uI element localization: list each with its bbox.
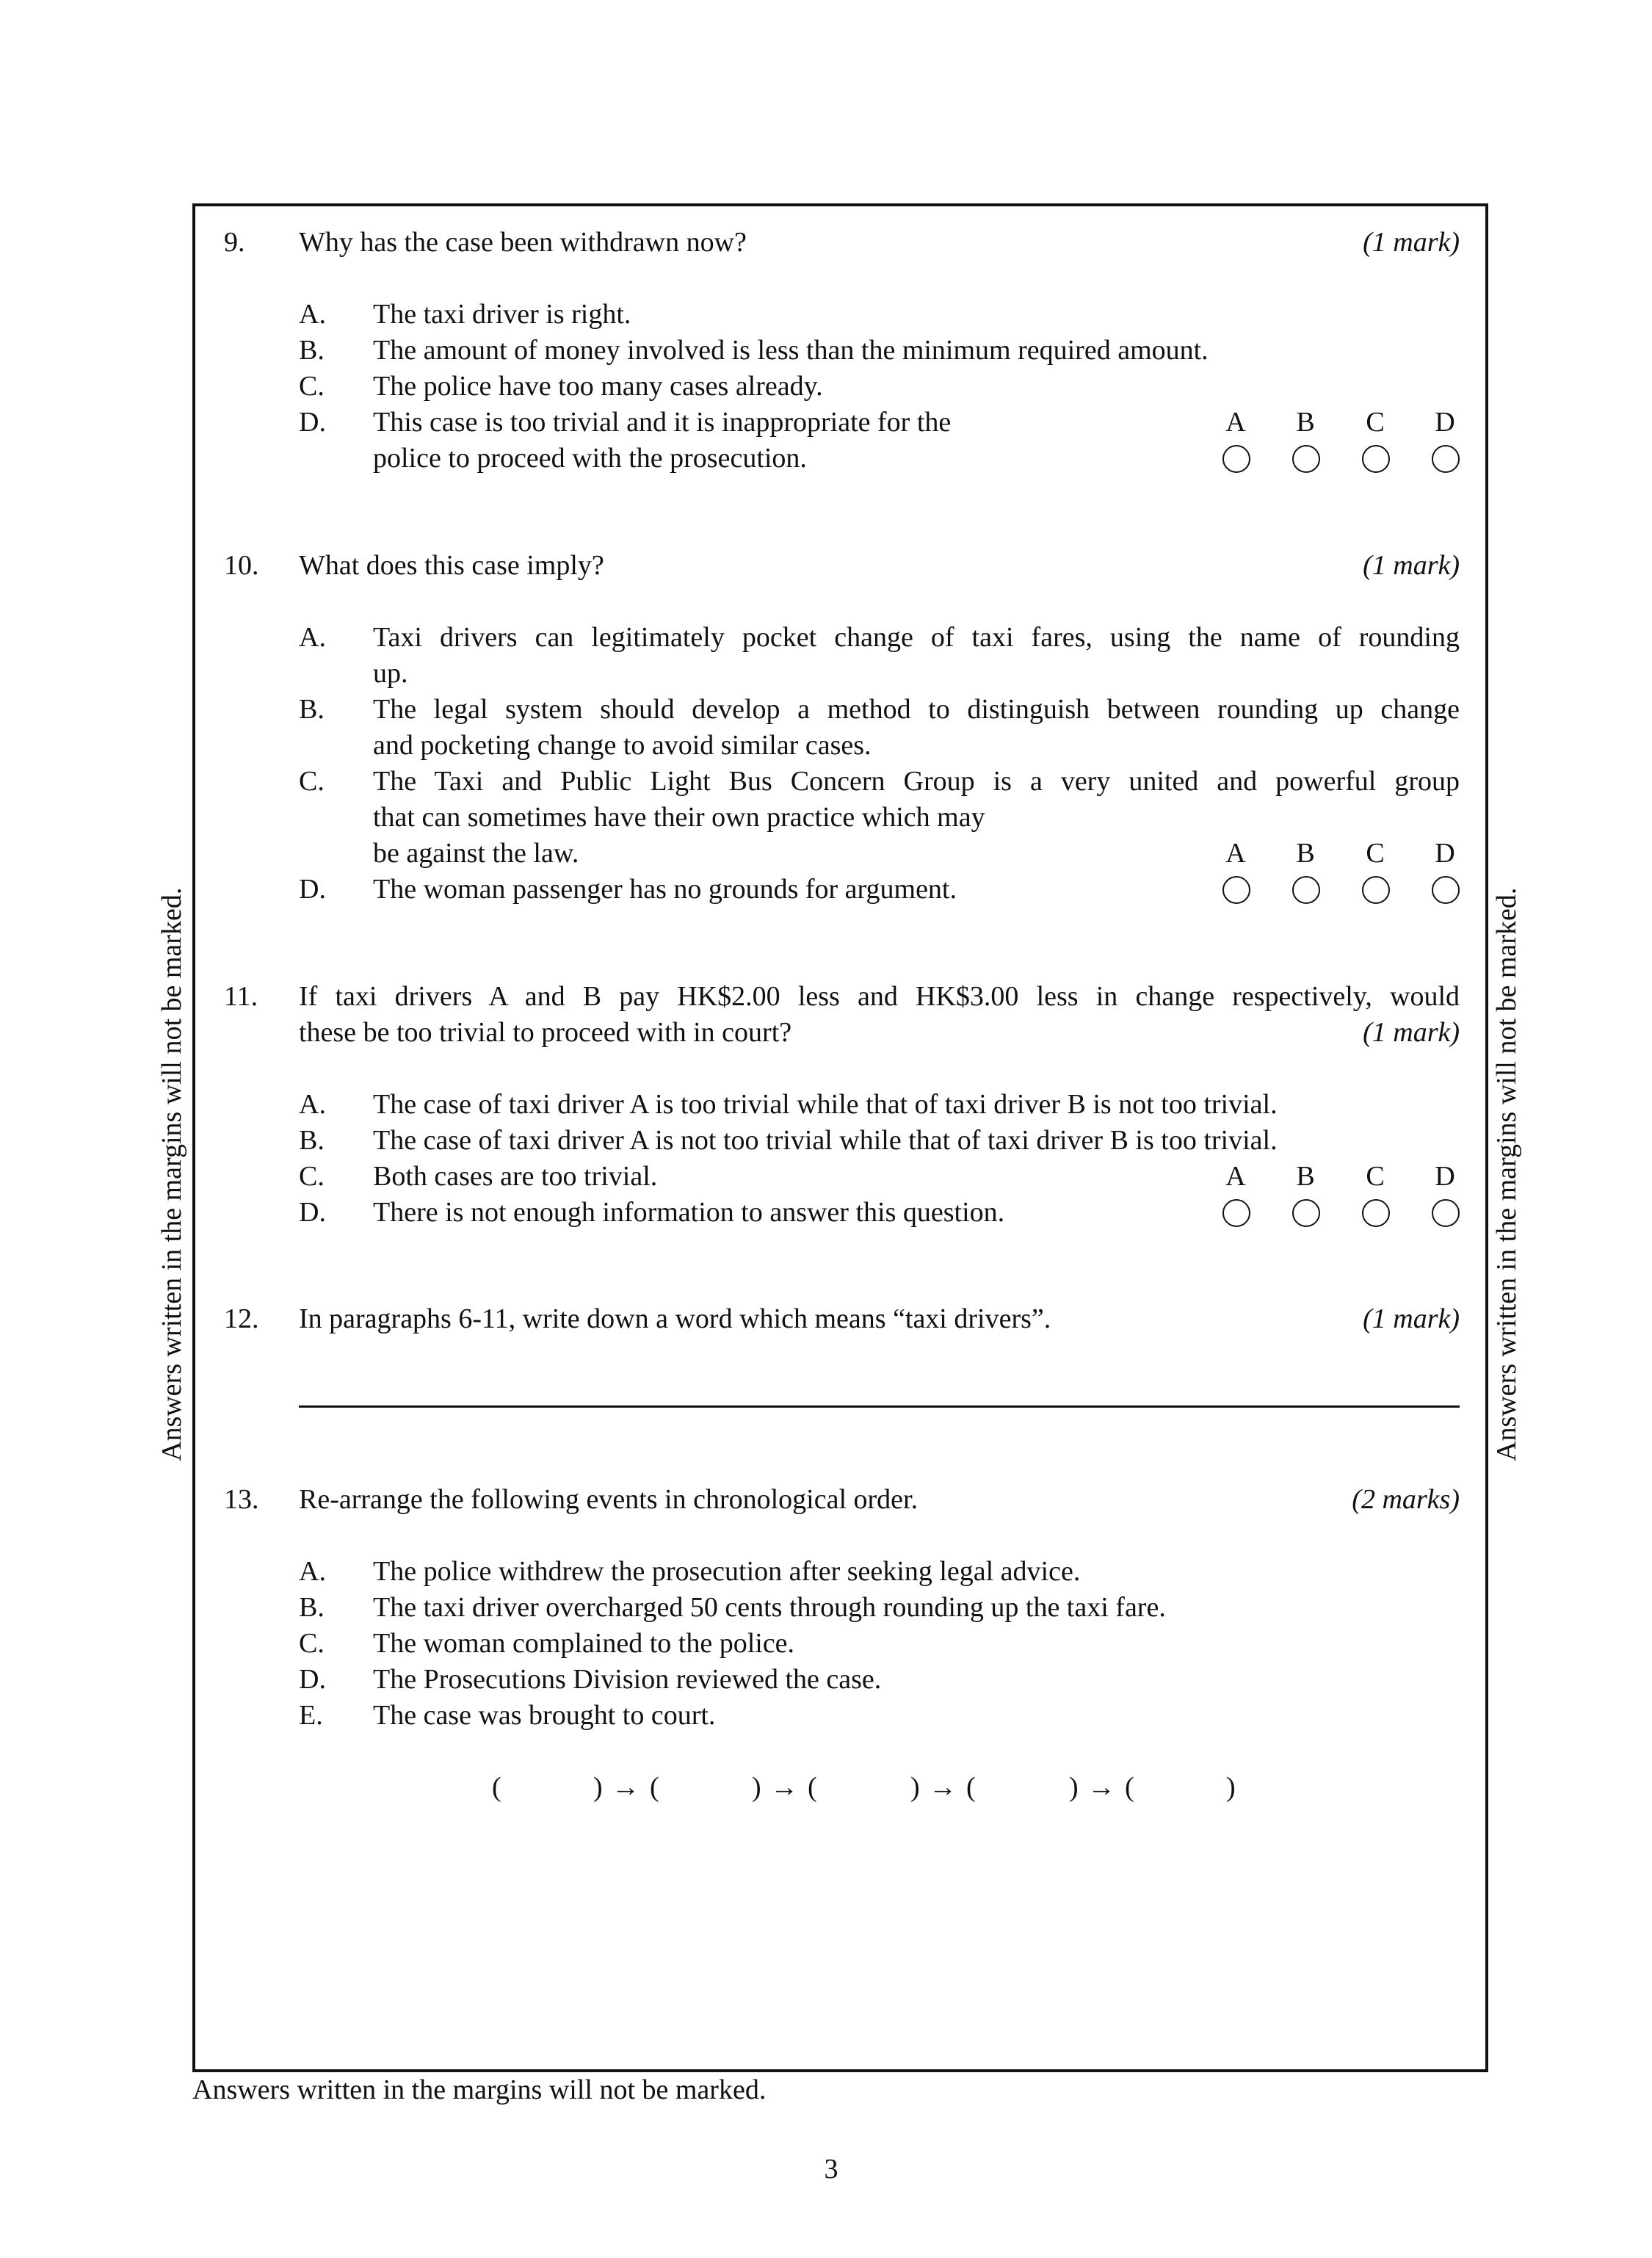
question-mark: (1 mark) (1363, 550, 1460, 581)
arrow-icon: → (1087, 1772, 1115, 1803)
option-text: This case is too trivial and it is inappropriate for the (373, 407, 952, 438)
bubble-label-a: A (1225, 838, 1246, 869)
answer-bubble-b[interactable] (1292, 1199, 1320, 1227)
option-letter: C. (299, 371, 325, 402)
option-letter: D. (299, 874, 326, 905)
event-text: The police withdrew the prosecution after seeking legal advice. (373, 1556, 1081, 1587)
bubble-label-d: D (1435, 838, 1455, 869)
answer-bubble-a[interactable] (1222, 1199, 1250, 1227)
question-text: In paragraphs 6-11, write down a word which means “taxi drivers”. (299, 1303, 1051, 1334)
open-paren: ( (492, 1772, 501, 1803)
bubble-label-c: C (1366, 838, 1385, 869)
footer-notice: Answers written in the margins will not be marked. (192, 2074, 767, 2105)
option-text: The taxi driver is right. (373, 299, 631, 330)
option-letter: C. (299, 1161, 325, 1192)
option-text: The case of taxi driver A is too trivial while that of taxi driver B is not too trivial. (373, 1089, 1278, 1120)
question-mark: (1 mark) (1363, 1017, 1460, 1048)
bubble-label-c: C (1366, 1161, 1385, 1192)
question-text: Re-arrange the following events in chronological order. (299, 1484, 919, 1515)
arrow-icon: → (612, 1772, 640, 1803)
answer-bubble-a[interactable] (1222, 445, 1250, 473)
question-number: 13. (224, 1484, 259, 1515)
bubble-label-b: B (1296, 838, 1315, 869)
question-number: 10. (224, 550, 259, 581)
option-text: The legal system should develop a method to distinguish between rounding up change (373, 694, 1460, 725)
open-paren: ( (808, 1772, 817, 1803)
option-text: Both cases are too trivial. (373, 1161, 658, 1192)
option-letter: B. (299, 335, 325, 366)
close-paren: ) (1226, 1772, 1236, 1803)
bubble-label-d: D (1435, 407, 1455, 438)
answer-bubble-c[interactable] (1362, 1199, 1390, 1227)
event-letter: A. (299, 1556, 326, 1587)
answer-bubble-b[interactable] (1292, 445, 1320, 473)
question-mark: (2 marks) (1352, 1484, 1460, 1515)
bubble-label-a: A (1225, 1161, 1246, 1192)
event-letter: C. (299, 1628, 325, 1659)
question-number: 9. (224, 227, 245, 258)
option-text: The police have too many cases already. (373, 371, 823, 402)
question-text: What does this case imply? (299, 550, 604, 581)
open-paren: ( (1125, 1772, 1134, 1803)
option-text: The amount of money involved is less than the minimum required amount. (373, 335, 1209, 366)
event-text: The Prosecutions Division reviewed the case. (373, 1664, 882, 1695)
bubble-label-d: D (1435, 1161, 1455, 1192)
answer-bubble-d[interactable] (1432, 876, 1460, 904)
bubble-label-b: B (1296, 1161, 1315, 1192)
arrow-icon: → (770, 1772, 798, 1803)
option-letter: A. (299, 1089, 326, 1120)
question-text: Why has the case been withdrawn now? (299, 227, 747, 258)
question-text: If taxi drivers A and B pay HK$2.00 less and HK$3.00 less in change respectively, would (299, 981, 1460, 1012)
question-mark: (1 mark) (1363, 227, 1460, 258)
answer-bubble-b[interactable] (1292, 876, 1320, 904)
bubble-label-c: C (1366, 407, 1385, 438)
option-letter: A. (299, 622, 326, 653)
event-letter: B. (299, 1592, 325, 1623)
option-letter: A. (299, 299, 326, 330)
option-text: The case of taxi driver A is not too trivial while that of taxi driver B is too trivial. (373, 1125, 1278, 1156)
option-letter: B. (299, 1125, 325, 1156)
open-paren: ( (966, 1772, 976, 1803)
option-letter: D. (299, 1197, 326, 1228)
question-number: 11. (224, 981, 258, 1012)
left-margin-notice: Answers written in the margins will not be marked. (156, 887, 187, 1461)
option-text: up. (373, 658, 408, 689)
bubble-label-b: B (1296, 407, 1315, 438)
option-text: and pocketing change to avoid similar cases. (373, 730, 872, 761)
question-text: these be too trivial to proceed with in court? (299, 1017, 792, 1048)
option-letter: B. (299, 694, 325, 725)
option-text: Taxi drivers can legitimately pocket change of taxi fares, using the name of rounding (373, 622, 1460, 653)
page-number: 3 (824, 2154, 838, 2185)
right-margin-notice: Answers written in the margins will not be marked. (1491, 887, 1522, 1461)
option-text: The woman passenger has no grounds for argument. (373, 874, 957, 905)
close-paren: ) (910, 1772, 920, 1803)
close-paren: ) (593, 1772, 603, 1803)
event-letter: E. (299, 1700, 323, 1731)
option-text: The Taxi and Public Light Bus Concern Group is a very united and powerful group (373, 766, 1460, 797)
close-paren: ) (1069, 1772, 1079, 1803)
answer-bubble-c[interactable] (1362, 445, 1390, 473)
event-text: The taxi driver overcharged 50 cents through rounding up the taxi fare. (373, 1592, 1166, 1623)
answer-bubble-a[interactable] (1222, 876, 1250, 904)
event-text: The case was brought to court. (373, 1700, 716, 1731)
question-mark: (1 mark) (1363, 1303, 1460, 1334)
option-text: There is not enough information to answer this question. (373, 1197, 1005, 1228)
answer-bubble-d[interactable] (1432, 445, 1460, 473)
answer-line[interactable] (299, 1405, 1460, 1408)
arrow-icon: → (929, 1772, 957, 1803)
close-paren: ) (752, 1772, 761, 1803)
bubble-label-a: A (1225, 407, 1246, 438)
option-letter: C. (299, 766, 325, 797)
event-letter: D. (299, 1664, 326, 1695)
question-number: 12. (224, 1303, 259, 1334)
option-text: that can sometimes have their own practice which may (373, 802, 985, 833)
answer-bubble-d[interactable] (1432, 1199, 1460, 1227)
option-text: be against the law. (373, 838, 579, 869)
event-text: The woman complained to the police. (373, 1628, 795, 1659)
option-letter: D. (299, 407, 326, 438)
option-text: police to proceed with the prosecution. (373, 443, 807, 474)
open-paren: ( (650, 1772, 659, 1803)
answer-bubble-c[interactable] (1362, 876, 1390, 904)
